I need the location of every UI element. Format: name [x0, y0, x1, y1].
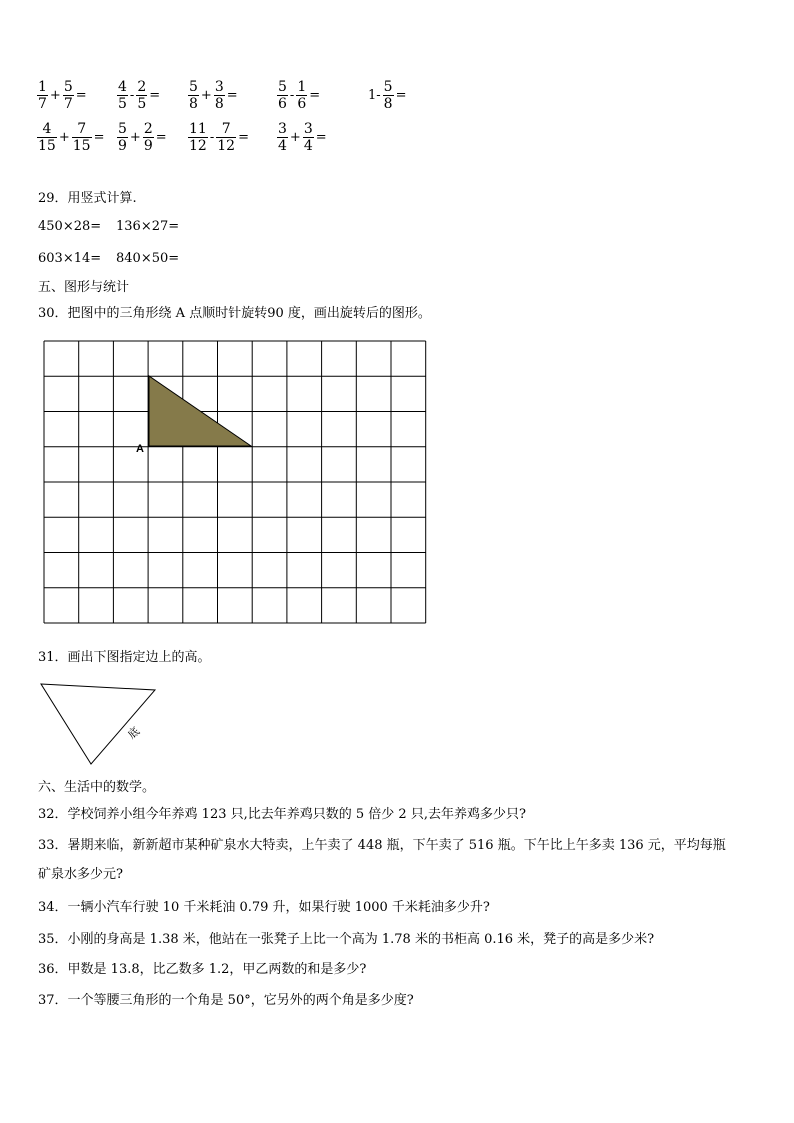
triangle-outline [41, 684, 155, 764]
operator: - [289, 88, 295, 103]
numerator: 1 [297, 79, 307, 95]
numerator: 5 [63, 79, 73, 95]
denominator: 8 [383, 96, 393, 112]
numerator: 5 [189, 79, 198, 95]
denominator: 7 [38, 96, 47, 112]
numerator: 4 [42, 121, 52, 137]
operator: - [129, 88, 135, 103]
denominator: 8 [189, 96, 198, 112]
q29-title: 29．用竖式计算. [38, 191, 137, 206]
denominator: 6 [278, 96, 287, 112]
denominator: 8 [214, 96, 224, 112]
operator: = [309, 88, 321, 103]
section-five-heading: 五、图形与统计 [38, 280, 130, 295]
numerator: 5 [118, 121, 127, 137]
question-37: 37．一个等腰三角形的一个角是 50°，它另外的两个角是多少度? [38, 993, 414, 1008]
operator: = [238, 130, 249, 145]
q30-title: 30．把图中的三角形绕 A 点顺时针旋转90 度，画出旋转后的图形。 [38, 306, 431, 321]
denominator: 9 [118, 138, 127, 154]
denominator: 5 [137, 96, 147, 112]
numerator: 5 [278, 79, 287, 95]
denominator: 15 [72, 138, 91, 154]
operator: + [200, 88, 212, 103]
denominator: 6 [297, 96, 307, 112]
operator: = [93, 130, 105, 145]
operator: = [75, 88, 87, 103]
question-32: 32．学校饲养小组今年养鸡 123 只,比去年养鸡只数的 5 倍少 2 只,去年养鸡多少只? [38, 807, 526, 822]
numerator: 5 [383, 79, 393, 95]
denominator: 12 [189, 138, 207, 154]
denominator: 4 [303, 138, 313, 154]
question-35: 35．小刚的身高是 1.38 米，他站在一张凳子上比一个高为 1.78 米的书柜高 0.16 米，凳子的高是多少米? [38, 932, 655, 947]
operator: + [58, 130, 70, 145]
q31-title: 31．画出下图指定边上的高。 [38, 650, 211, 665]
denominator: 5 [118, 96, 127, 112]
denominator: 4 [278, 138, 287, 154]
numerator: 4 [118, 79, 127, 95]
calc-item: 136×27= [116, 219, 180, 234]
numerator: 3 [214, 79, 224, 95]
operator: = [149, 88, 161, 103]
numerator: 7 [77, 121, 87, 137]
calc-item: 450×28= [38, 219, 102, 234]
denominator: 7 [63, 96, 73, 112]
numerator: 2 [143, 121, 153, 137]
section-six-heading: 六、生活中的数学。 [38, 780, 156, 795]
question-34: 34．一辆小汽车行驶 10 千米耗油 0.79 升，如果行驶 1000 千米耗油多少升? [38, 900, 490, 915]
operator: = [155, 130, 167, 145]
calc-item: 840×50= [116, 251, 180, 266]
numerator: 3 [303, 121, 313, 137]
operator: - [209, 130, 215, 145]
operator: + [289, 130, 301, 145]
operator: 1- [368, 88, 381, 103]
calc-item: 603×14= [38, 251, 102, 266]
denominator: 9 [143, 138, 153, 154]
operator: + [129, 130, 141, 145]
numerator: 11 [189, 121, 207, 137]
denominator: 12 [217, 138, 236, 154]
numerator: 2 [137, 79, 147, 95]
operator: = [315, 130, 327, 145]
base-label: 底 [125, 725, 143, 742]
question-36: 36．甲数是 13.8，比乙数多 1.2，甲乙两数的和是多少? [38, 962, 367, 977]
numerator: 1 [38, 79, 47, 95]
numerator: 3 [278, 121, 287, 137]
numerator: 7 [221, 121, 231, 137]
operator: + [49, 88, 61, 103]
question-33-cont: 矿泉水多少元? [38, 867, 123, 882]
operator: = [226, 88, 238, 103]
denominator: 15 [38, 138, 56, 154]
question-33: 33．暑期来临，新新超市某种矿泉水大特卖，上午卖了 448 瓶，下午卖了 516 瓶。下午比上午多卖 136 元，平均每瓶 [38, 838, 726, 853]
operator: = [395, 88, 407, 103]
point-a-label: A [136, 443, 144, 455]
